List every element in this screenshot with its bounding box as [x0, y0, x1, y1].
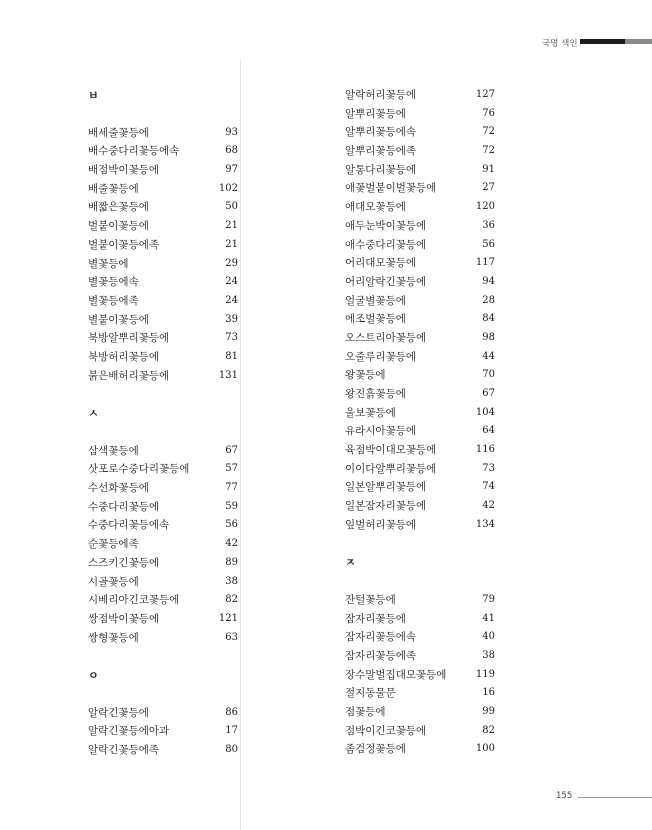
- index-entry-page: 73: [482, 462, 495, 474]
- index-entry-page: 86: [225, 706, 238, 718]
- index-entry-page: 63: [225, 631, 238, 643]
- index-entry-name: 유라시아꽃등에: [345, 425, 417, 438]
- index-entry-name: 알락긴꽃등에: [88, 706, 149, 719]
- index-entry-name: 수선화꽃등에: [88, 482, 149, 495]
- index-entry: [345, 292, 495, 311]
- index-entry-name: 왕진흙꽃등에: [345, 388, 406, 400]
- index-entry-page: 100: [475, 743, 495, 755]
- index-entry-page: 67: [482, 388, 495, 399]
- index-entry-name: 알락긴꽃등에아과: [88, 725, 170, 738]
- index-entry: [88, 516, 238, 535]
- index-entry-name: 일본알뿌리꽃등에: [345, 481, 427, 494]
- index-entry-name: 별꽃등에속: [88, 276, 139, 289]
- index-entry: [345, 422, 495, 441]
- index-entry-name: 별붙이꽃등에: [88, 313, 149, 326]
- index-entry-page: 72: [482, 145, 495, 157]
- index-entry: [345, 591, 495, 610]
- index-entry-page: 28: [482, 294, 495, 306]
- index-entry: [345, 497, 495, 516]
- heading-spacer: [88, 685, 238, 704]
- index-entry-page: 50: [225, 201, 238, 213]
- index-entry: [88, 329, 238, 348]
- index-entry: [88, 460, 238, 479]
- index-entry: [345, 198, 495, 217]
- index-entry-list: [88, 442, 238, 648]
- index-entry-name: 에조벌꽃등에: [345, 313, 406, 326]
- index-entry-list: [88, 124, 238, 386]
- index-entry: [88, 629, 238, 648]
- index-entry-page: 41: [482, 612, 495, 624]
- page-header-label: 국명 색인: [542, 39, 578, 49]
- index-entry-page: 38: [225, 575, 238, 587]
- index-entry-page: 80: [225, 744, 238, 755]
- index-entry: [345, 478, 495, 497]
- index-entry-name: 일본잠자리꽃등에: [345, 500, 427, 513]
- index-group-heading: ㅈ: [345, 556, 356, 570]
- index-entry: [345, 310, 495, 329]
- index-group: [88, 404, 238, 647]
- index-entry: [345, 703, 495, 722]
- index-entry: [345, 179, 495, 198]
- index-entry-name: 배세줄꽃등에: [88, 126, 149, 139]
- index-entry: [88, 722, 238, 741]
- index-entry-name: 쌍형꽃등에: [88, 631, 139, 644]
- index-entry-name: 벌붙이꽃등에족: [88, 238, 160, 251]
- index-entry-name: 잠자리꽃등에속: [345, 631, 417, 644]
- index-entry: [88, 704, 238, 723]
- index-entry-list: [345, 86, 495, 535]
- index-group-heading: ㅂ: [88, 89, 99, 102]
- index-entry-name: 알락허리꽃등에: [345, 89, 417, 101]
- index-entry-page: 56: [482, 238, 495, 250]
- index-entry: [345, 366, 495, 385]
- index-entry: [345, 610, 495, 629]
- index-entry-name: 장수말벌집대모꽃등에: [345, 668, 447, 681]
- index-entry: [345, 329, 495, 348]
- index-entry-page: 79: [482, 593, 495, 605]
- index-entry-name: 애꽃벌붙이벌꽃등에: [345, 182, 437, 195]
- index-entry-name: 알뿌리꽃등에족: [345, 145, 417, 158]
- index-group: [345, 86, 495, 535]
- index-entry-name: 별꽃등에족: [88, 294, 139, 307]
- index-entry-name: 붉은배허리꽃등에: [88, 369, 170, 382]
- index-entry-name: 왕꽃등에: [345, 369, 386, 382]
- index-entry-name: 점박이긴코꽃등에: [345, 724, 427, 737]
- index-entry-page: 121: [218, 612, 238, 624]
- index-entry: [345, 516, 495, 535]
- index-entry: [88, 479, 238, 498]
- index-entry: [345, 142, 495, 161]
- index-entry-name: 잎벌허리꽃등에: [345, 518, 417, 531]
- index-entry: [345, 628, 495, 647]
- index-entry-page: 99: [482, 706, 495, 717]
- heading-spacer: [345, 572, 495, 591]
- index-entry-page: 89: [225, 556, 238, 568]
- index-entry: [345, 273, 495, 292]
- index-group: [88, 666, 238, 760]
- header-bar-light: [625, 39, 652, 44]
- index-entry: [88, 535, 238, 554]
- index-group: [345, 553, 495, 759]
- index-entry-page: 102: [218, 182, 238, 194]
- index-entry-page: 72: [482, 126, 495, 138]
- index-entry-page: 91: [482, 163, 495, 175]
- header-bar-dark: [580, 39, 625, 44]
- index-entry-page: 21: [225, 220, 238, 232]
- index-entry-name: 어리대모꽃등에: [345, 257, 417, 270]
- index-entry-page: 98: [482, 331, 495, 343]
- index-entry-name: 시골꽃등에: [88, 575, 139, 588]
- heading-spacer: [88, 423, 238, 442]
- index-group-heading: ㅅ: [88, 407, 99, 420]
- index-entry-page: 67: [225, 444, 238, 456]
- index-entry-name: 알뿌리꽃등에속: [345, 126, 417, 139]
- index-entry: [345, 647, 495, 666]
- index-entry-page: 120: [475, 201, 495, 213]
- index-entry-page: 21: [225, 238, 238, 250]
- index-entry: [345, 236, 495, 255]
- index-column-left: [88, 86, 238, 760]
- index-entry-page: 93: [225, 126, 238, 138]
- index-entry: [88, 198, 238, 217]
- index-entry-name: 알뿌리꽃등에: [345, 107, 406, 120]
- index-entry: [88, 217, 238, 236]
- index-entry-name: 북방알뿌리꽃등에: [88, 332, 170, 345]
- index-entry: [88, 273, 238, 292]
- group-spacer: [88, 647, 238, 666]
- index-entry-page: 82: [482, 724, 495, 736]
- index-entry: [88, 142, 238, 161]
- index-entry-page: 104: [475, 406, 495, 418]
- index-entry: [88, 161, 238, 180]
- index-entry-name: 수중다리꽃등에: [88, 500, 160, 513]
- index-entry: [345, 348, 495, 367]
- index-entry-name: 스즈키긴꽃등에: [88, 556, 160, 569]
- index-entry-name: 수중다리꽃등에속: [88, 519, 170, 532]
- index-entry-name: 어리알락긴꽃등에: [345, 275, 427, 288]
- index-entry: [88, 292, 238, 311]
- index-column-right: [345, 86, 495, 759]
- index-entry: [88, 554, 238, 573]
- index-entry-name: 배짧은꽃등에: [88, 201, 149, 214]
- index-entry-page: 38: [482, 649, 495, 661]
- index-entry: [345, 441, 495, 460]
- index-entry: [345, 254, 495, 273]
- index-entry-page: 131: [218, 369, 238, 381]
- index-entry-name: 배점박이꽃등에: [88, 164, 160, 177]
- page-number: 155: [556, 791, 573, 801]
- index-entry-page: 64: [482, 425, 495, 437]
- index-entry-page: 24: [225, 276, 238, 288]
- footer-rule: [578, 797, 652, 798]
- index-entry-name: 알통다리꽃등에: [345, 163, 417, 176]
- index-entry-name: 울보꽃등에: [345, 406, 396, 419]
- index-entry-name: 별꽃등에: [88, 257, 129, 270]
- index-entry-name: 육점박이대모꽃등에: [345, 444, 437, 457]
- index-entry-name: 얼굴별꽃등에: [345, 294, 406, 307]
- index-entry-name: 오줄루리꽃등에: [345, 350, 417, 363]
- index-entry-name: 삿포로수중다리꽃등에: [88, 463, 190, 476]
- index-entry: [88, 124, 238, 143]
- index-entry-page: 94: [482, 275, 495, 287]
- index-entry-page: 119: [475, 668, 495, 680]
- index-entry-page: 56: [225, 519, 238, 531]
- index-entry-name: 이이다알뿌리꽃등에: [345, 462, 437, 475]
- index-entry-name: 잔털꽃등에: [345, 593, 396, 606]
- index-entry-list: [345, 591, 495, 759]
- group-spacer: [88, 385, 238, 404]
- index-entry-page: 77: [225, 482, 238, 494]
- index-entry: [88, 311, 238, 330]
- index-entry-page: 134: [475, 518, 495, 530]
- index-entry: [345, 86, 495, 105]
- index-entry: [88, 255, 238, 274]
- index-entry-name: 시베리아긴코꽃등에: [88, 594, 180, 607]
- index-entry-page: 84: [482, 313, 495, 325]
- index-entry-name: 점꽃등에: [345, 706, 386, 718]
- heading-spacer: [88, 105, 238, 124]
- index-entry: [88, 236, 238, 255]
- index-group: [88, 86, 238, 385]
- index-entry-page: 57: [225, 463, 238, 475]
- index-entry-page: 42: [482, 500, 495, 512]
- index-entry-page: 117: [475, 257, 495, 269]
- index-entry-name: 절지동물문: [345, 687, 396, 700]
- index-entry-page: 40: [482, 631, 495, 643]
- index-entry: [88, 610, 238, 629]
- index-entry-page: 42: [225, 538, 238, 550]
- index-group-heading: ㅇ: [88, 668, 99, 682]
- index-entry-name: 벌붙이꽃등에: [88, 220, 149, 233]
- index-entry: [345, 217, 495, 236]
- index-entry-name: 알락긴꽃등에족: [88, 744, 160, 756]
- index-entry-name: 잠자리꽃등에족: [345, 649, 417, 662]
- index-entry-list: [88, 704, 238, 760]
- index-entry-name: 좀검정꽃등에: [345, 743, 406, 756]
- index-entry-page: 68: [225, 145, 238, 157]
- index-entry-page: 74: [482, 481, 495, 493]
- index-entry-name: 쌍점박이꽃등에: [88, 612, 160, 625]
- index-entry-page: 81: [225, 350, 238, 362]
- index-entry-page: 44: [482, 350, 495, 362]
- index-entry: [345, 740, 495, 759]
- index-entry: [88, 348, 238, 367]
- index-entry-page: 24: [225, 294, 238, 306]
- index-entry-page: 59: [225, 500, 238, 512]
- index-entry-page: 70: [482, 369, 495, 381]
- index-entry-page: 127: [475, 89, 495, 100]
- index-entry: [88, 442, 238, 461]
- index-entry-page: 76: [482, 107, 495, 119]
- index-entry-name: 삼색꽃등에: [88, 444, 139, 457]
- column-divider: [240, 60, 241, 830]
- index-entry-page: 82: [225, 594, 238, 606]
- index-entry-page: 73: [225, 332, 238, 344]
- index-entry: [345, 105, 495, 124]
- group-spacer: [345, 535, 495, 554]
- index-entry-page: 36: [482, 219, 495, 231]
- index-entry: [88, 498, 238, 517]
- index-entry-name: 잠자리꽃등에: [345, 612, 406, 625]
- index-entry-page: 17: [225, 725, 238, 737]
- index-entry-name: 애두눈박이꽃등에: [345, 219, 427, 232]
- index-entry: [345, 404, 495, 423]
- index-entry: [88, 180, 238, 199]
- index-entry: [88, 741, 238, 760]
- index-entry-page: 97: [225, 164, 238, 176]
- index-entry-name: 배줄꽃등에: [88, 182, 139, 195]
- index-entry: [345, 385, 495, 404]
- index-entry: [345, 123, 495, 142]
- index-entry-page: 39: [225, 313, 238, 325]
- index-entry: [345, 666, 495, 685]
- index-entry-name: 오스트리아꽃등에: [345, 331, 427, 344]
- index-entry-page: 116: [475, 444, 495, 456]
- index-entry-name: 배수중다리꽃등에속: [88, 145, 180, 158]
- index-entry-name: 순꽃등에족: [88, 538, 139, 551]
- index-entry: [88, 591, 238, 610]
- index-entry: [345, 460, 495, 479]
- index-entry: [345, 161, 495, 180]
- index-entry-page: 27: [482, 182, 495, 194]
- index-entry: [345, 722, 495, 741]
- index-entry-page: 29: [225, 257, 238, 269]
- index-entry-name: 북방허리꽃등에: [88, 350, 160, 363]
- index-entry-name: 애대모꽃등에: [345, 201, 406, 214]
- index-entry: [345, 684, 495, 703]
- index-entry: [88, 367, 238, 386]
- index-entry-page: 16: [482, 687, 495, 699]
- index-entry: [88, 573, 238, 592]
- index-entry-name: 애수중다리꽃등에: [345, 238, 427, 251]
